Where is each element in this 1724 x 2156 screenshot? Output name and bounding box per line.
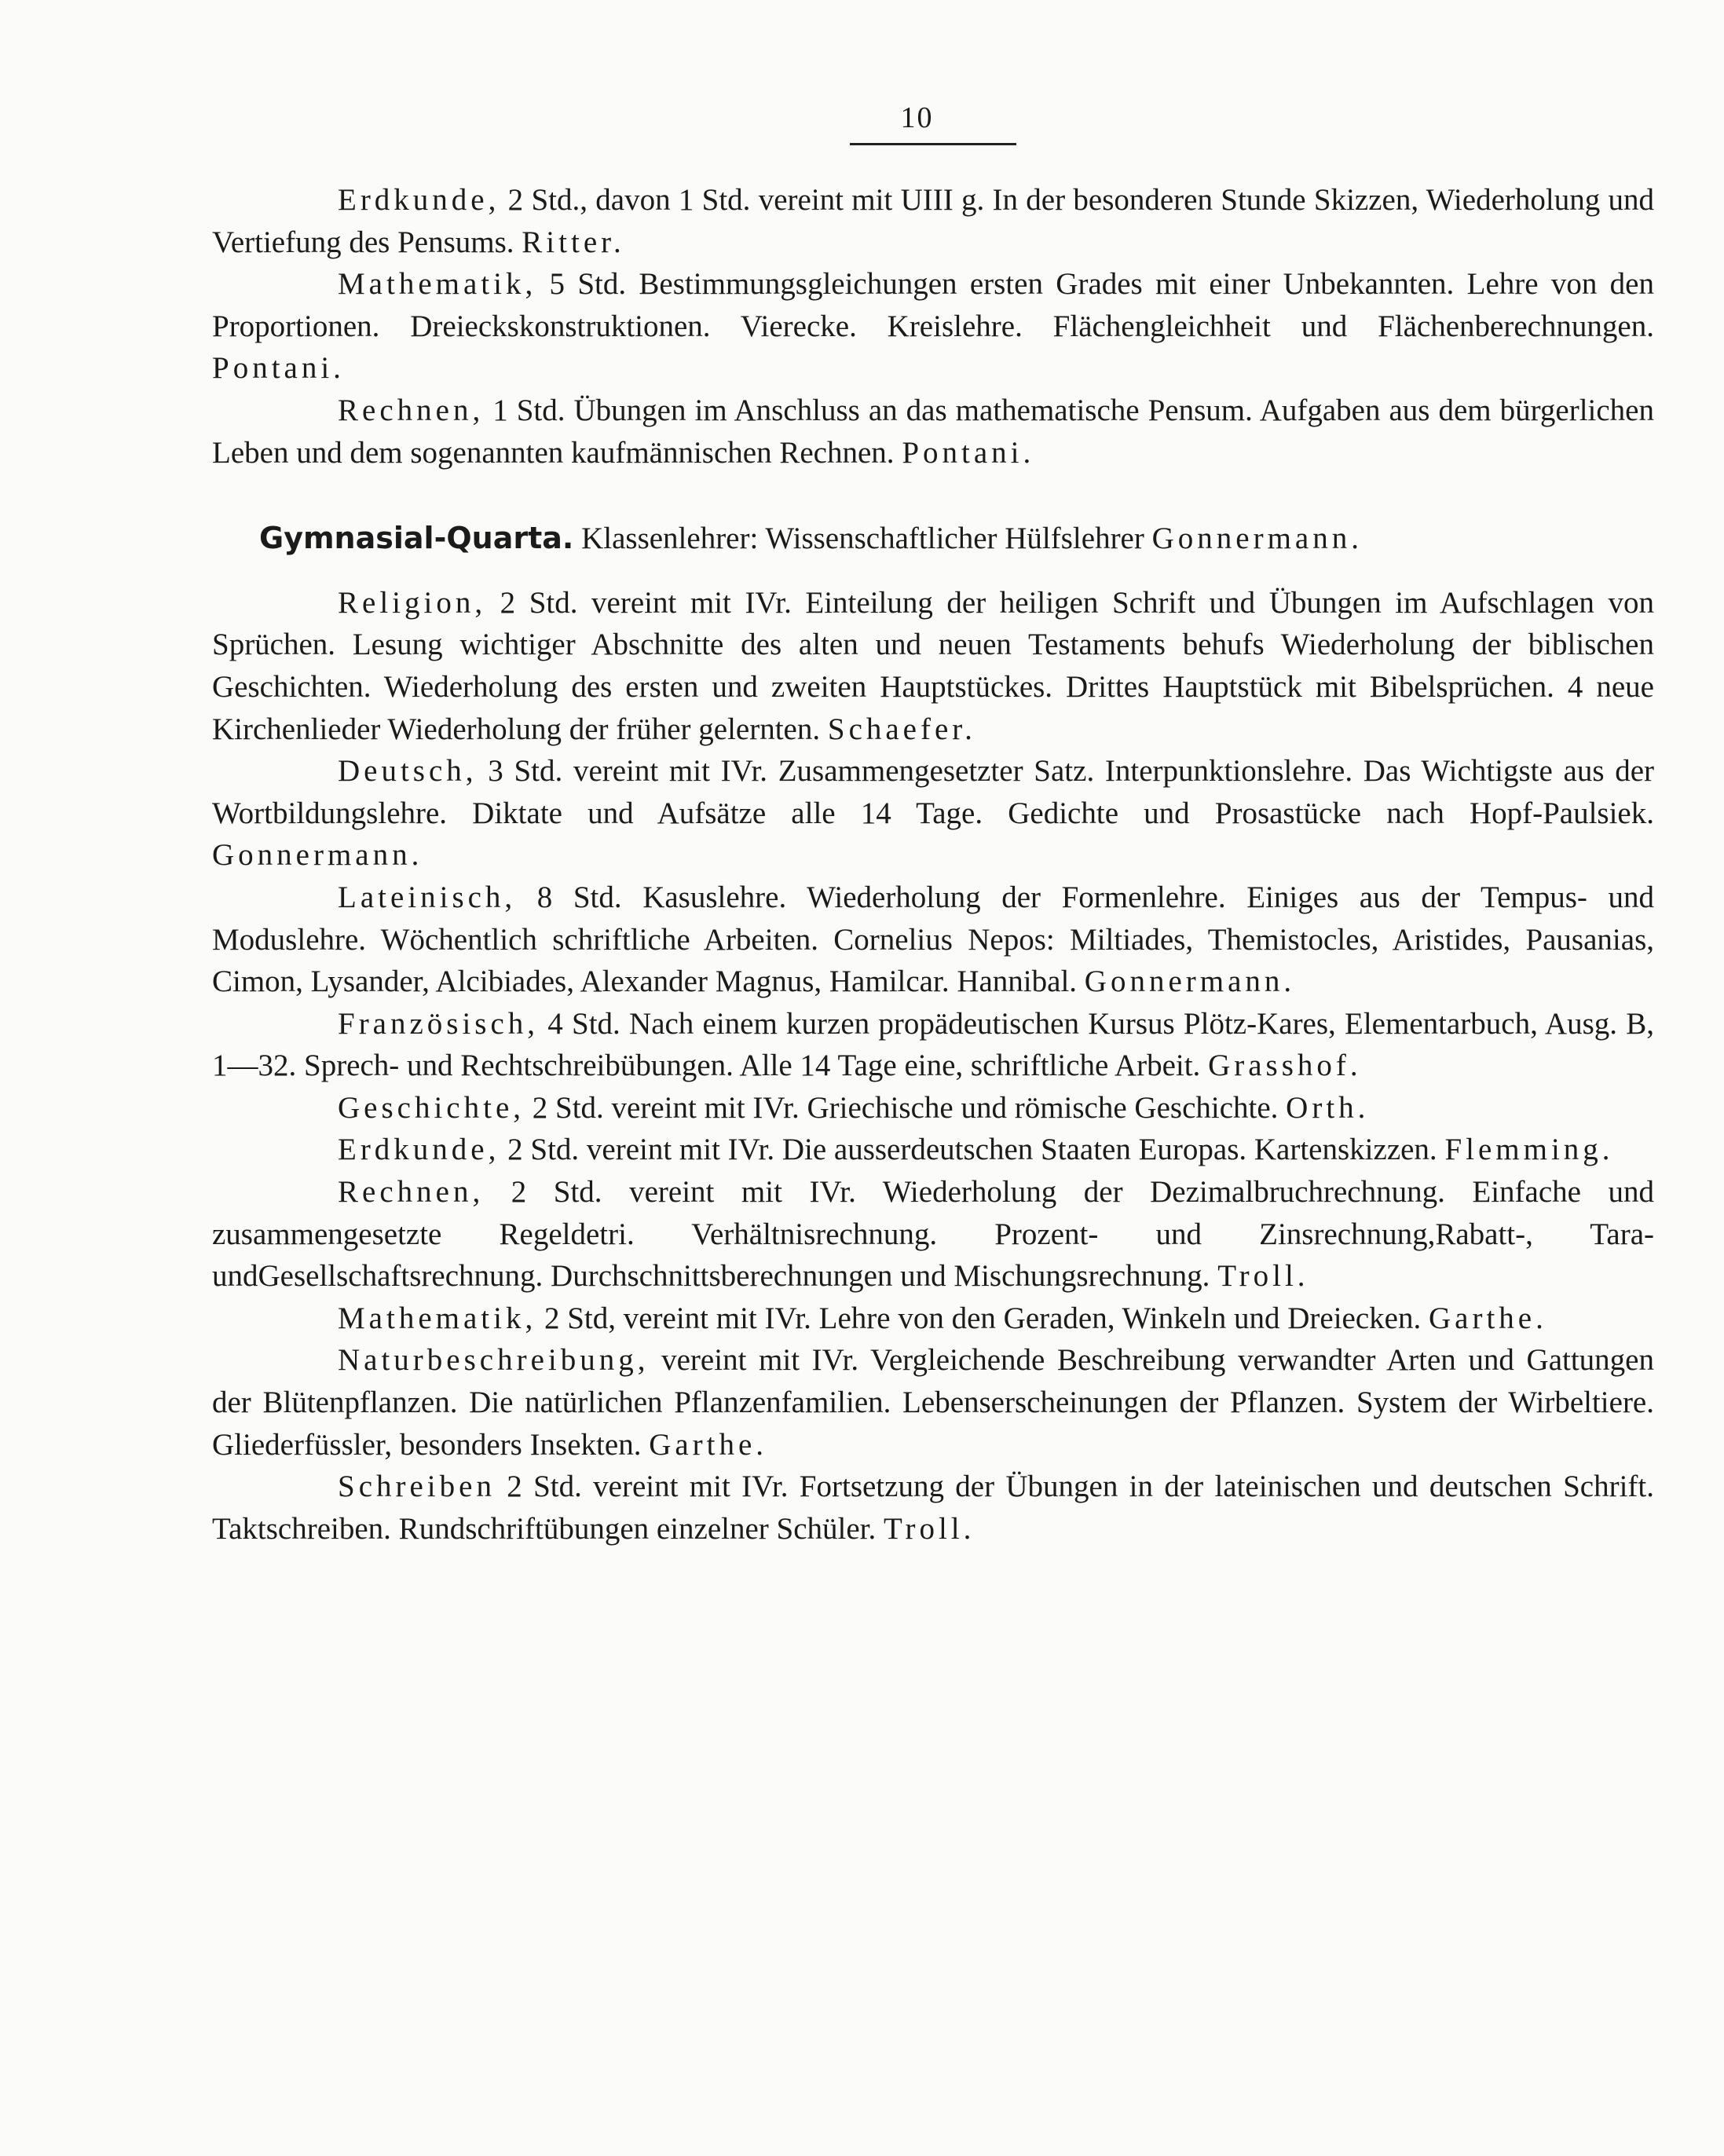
header-rule: [850, 143, 1016, 145]
paragraph-text: 8 Std. Kasuslehre. Wiederholung der Formenlehre. Einiges aus der Tempus- und Moduslehre. Wöchentlich schriftliche Arbeiten. Cornelius Nepos: Miltiades, Themistocles, Aristides, Pausanias, Cimon, Lysander, Alcibiades, Alexander Magnus, Hamilcar. Hannibal.: [212, 880, 1654, 999]
paragraph-text: 2 Std. vereint mit IVr. Fortsetzung der Übungen in der lateinischen und deutschen Schrift. Taktschreiben. Rundschriftübungen einzelner Schüler.: [212, 1470, 1654, 1546]
teacher-name: Ritter.: [522, 225, 625, 259]
subject-name: Lateinisch,: [338, 880, 517, 914]
paragraph-text: 4 Std. Nach einem kurzen propädeutischen Kursus Plötz-Kares, Elementarbuch, Ausg. B, 1—32. Sprech- und Rechtschreibübungen. Alle 14 Tage eine, schriftliche Arbeit.: [212, 1006, 1654, 1083]
subject-name: Rechnen,: [338, 1175, 485, 1210]
paragraph-religion: [212, 582, 1654, 750]
subject-name: Schreiben: [338, 1470, 496, 1504]
paragraph-text: 2 Std. vereint mit IVr. Wiederholung der Dezimalbruchrechnung. Einfache und zusammengesetzte Regeldetri. Verhältnisrechnung. Prozent- und Zinsrechnung,Rabatt-, Tara-undGesellschaftsrechnung. Durchschnittsberechnungen und Mischungsrechnung.: [212, 1175, 1654, 1294]
teacher-name: Orth.: [1286, 1090, 1370, 1125]
paragraph-text: vereint mit IVr. Vergleichende Beschreibung verwandter Arten und Gattungen der Blütenpflanzen. Die natürlichen Pflanzenfamilien. Lebenserscheinungen der Pflanzen. System der Wirbeltiere. Gliederfüssler, besonders Insekten.: [212, 1343, 1654, 1462]
subject-name: Mathematik,: [338, 1301, 537, 1335]
paragraph-deutsch: [212, 750, 1654, 877]
subject-name: Französisch,: [338, 1006, 540, 1041]
paragraph-lateinisch: [212, 877, 1654, 1003]
paragraph-erdkunde-uiii: [212, 179, 1654, 263]
teacher-name: Troll.: [1217, 1259, 1309, 1294]
paragraph-schreiben: [212, 1466, 1654, 1550]
teacher-name: Garthe.: [1428, 1301, 1547, 1335]
paragraph-mathematik: [212, 1298, 1654, 1340]
subject-name: Deutsch,: [338, 754, 478, 789]
paragraph-text: 2 Std. vereint mit IVr. Griechische und römische Geschichte.: [525, 1090, 1287, 1125]
class-teacher-name: Gonnermann.: [1151, 522, 1363, 556]
section-title: Gymnasial-Quarta.: [259, 521, 574, 556]
paragraph-text: 5 Std. Bestimmungsgleichungen ersten Grades mit einer Unbekannten. Lehre von den Proportionen. Dreieckskonstruktionen. Vierecke. Kreislehre. Flächengleichheit und Flächenberechnungen.: [212, 267, 1654, 343]
subject-name: Mathematik,: [338, 267, 537, 302]
teacher-name: Gonnermann.: [212, 838, 423, 873]
subject-name: Geschichte,: [338, 1090, 525, 1125]
paragraph-text: 1 Std. Übungen im Anschluss an das mathematische Pensum. Aufgaben aus dem bürgerlichen Leben und dem sogenannten kaufmännischen Rechnen.: [212, 393, 1654, 470]
subject-name: Rechnen,: [338, 393, 485, 427]
teacher-name: Flemming.: [1444, 1133, 1614, 1167]
subject-name: Religion,: [338, 585, 487, 620]
class-teacher-label: Klassenlehrer: Wissenschaftlicher Hülfslehrer: [573, 522, 1152, 556]
paragraph-rechnen: [212, 1171, 1654, 1298]
paragraph-text: 3 Std. vereint mit IVr. Zusammengesetzter Satz. Interpunktionslehre. Das Wichtigste aus der Wortbildungslehre. Diktate und Aufsätze alle 14 Tage. Gedichte und Prosastücke nach Hopf-Paulsiek.: [212, 754, 1654, 830]
teacher-name: Pontani.: [902, 435, 1035, 470]
paragraph-text: 2 Std., davon 1 Std. vereint mit UIII g. In der besonderen Stunde Skizzen, Wiederholung und Vertiefung des Pensums.: [212, 183, 1654, 259]
paragraph-geschichte: [212, 1087, 1654, 1129]
paragraph-rechnen-uiii: [212, 390, 1654, 474]
subject-name: Erdkunde,: [338, 1133, 500, 1167]
teacher-name: Pontani.: [212, 351, 345, 386]
paragraph-erdkunde: [212, 1129, 1654, 1171]
page-number: 10: [900, 101, 934, 134]
paragraph-text: 2 Std. vereint mit IVr. Die ausserdeutschen Staaten Europas. Kartenskizzen.: [500, 1133, 1445, 1167]
page-content: [212, 179, 1654, 1550]
paragraph-mathematik-uiii: [212, 263, 1654, 390]
subject-name: Naturbeschreibung,: [338, 1343, 650, 1378]
teacher-name: Grasshof.: [1208, 1049, 1362, 1083]
paragraph-text: 2 Std, vereint mit IVr. Lehre von den Geraden, Winkeln und Dreiecken.: [536, 1301, 1429, 1335]
section-heading: [212, 518, 1654, 560]
teacher-name: Schaefer.: [827, 712, 976, 746]
teacher-name: Garthe.: [649, 1427, 768, 1462]
teacher-name: Troll.: [884, 1511, 975, 1546]
paragraph-naturbeschreibung: [212, 1339, 1654, 1466]
paragraph-text: 2 Std. vereint mit IVr. Einteilung der heiligen Schrift und Übungen im Aufschlagen von Sprüchen. Lesung wichtiger Abschnitte des alten und neuen Testaments behufs Wiederholung der biblischen Geschichten. Wiederholung des ersten und zweiten Hauptstückes. Drittes Hauptstück mit Bibelsprüchen. 4 neue Kirchenlieder Wiederholung der früher gelernten.: [212, 585, 1654, 746]
teacher-name: Gonnermann.: [1084, 965, 1296, 999]
subject-name: Erdkunde,: [338, 183, 500, 217]
paragraph-franzoesisch: [212, 1003, 1654, 1087]
